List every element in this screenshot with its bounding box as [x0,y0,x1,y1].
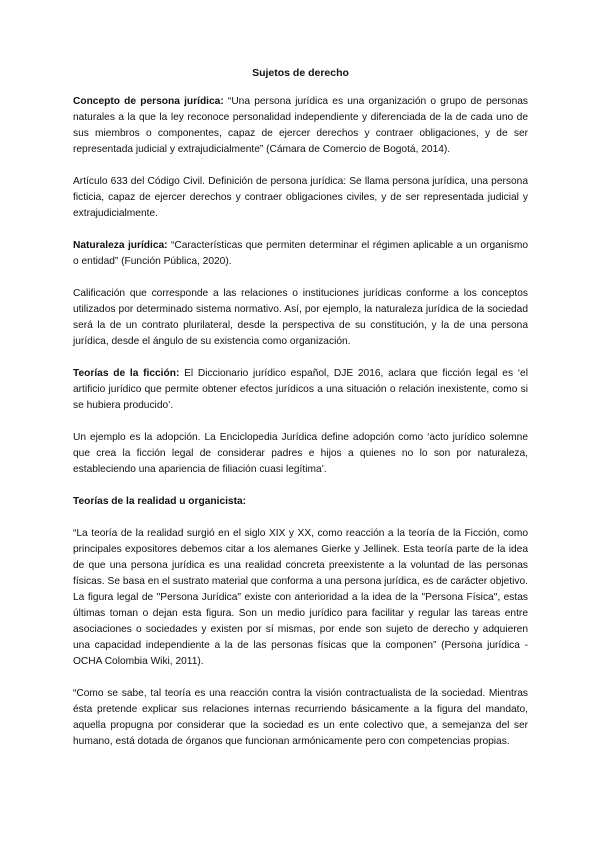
paragraph-articulo-633 [73,174,528,222]
paragraph-teoria-realidad [73,526,528,670]
paragraph-calificacion [73,286,528,350]
paragraph-text: “Como se sabe, tal teoría es una reacción contra la visión contractualista de la sociedad. Mientras ésta pretende explicar sus relaciones internas recurriendo básicamente a la figura del mandato, aquella propugna por considerar que la sociedad es un ente colectivo que, a semejanza del ser humano, está dotada de órganos que funcionan armónicamente pero con competencias propias. [73,688,528,747]
paragraph-label: Naturaleza jurídica: [73,240,168,251]
paragraph-text: El Diccionario jurídico español, DJE 2016, aclara que ficción legal es ‘el artificio jurídico que permite obtener efectos jurídicos a una situación o relación inexistente, como si se hubiera producido’. [73,368,528,411]
paragraph-text: “Características que permiten determinar el régimen aplicable a un organismo o entidad” (Función Pública, 2020). [73,240,528,267]
paragraph-text: “Una persona jurídica es una organización o grupo de personas naturales a la que la ley reconoce personalidad independiente y diferenciada de la de cada uno de sus miembros o componentes, capaz de ejercer derechos y contraer obligaciones, y de ser representada judicial y extrajudicialmente” (Cámara de Comercio de Bogotá, 2014). [73,96,528,155]
paragraph-text: Calificación que corresponde a las relaciones o instituciones jurídicas conforme a los conceptos utilizados por determinado sistema normativo. Así, por ejemplo, la naturaleza jurídica de la sociedad será la de un contrato plurilateral, desde la perspectiva de su constitución, y la de una persona jurídica, desde el ángulo de su existencia como organización. [73,288,528,347]
paragraph-text: Un ejemplo es la adopción. La Enciclopedia Jurídica define adopción como ‘acto jurídico solemne que crea la ficción legal de considerar padres e hijos a quienes no lo son por naturaleza, estableciendo una apariencia de filiación cuasi legítima’. [73,432,528,475]
paragraph-reaccion-contractualista [73,686,528,750]
paragraph-concepto [73,94,528,158]
paragraph-label: Teorías de la realidad u organicista: [73,496,247,507]
paragraph-naturaleza [73,238,528,270]
paragraph-label: Concepto de persona jurídica: [73,96,224,107]
paragraph-text: Artículo 633 del Código Civil. Definición de persona jurídica: Se llama persona jurídica, una persona ficticia, capaz de ejercer derechos y contraer obligaciones civiles, y de ser representada judicial y extrajudicialmente. [73,176,528,219]
paragraph-label: Teorías de la ficción: [73,368,180,379]
paragraph-adopcion [73,430,528,478]
document-title: Sujetos de derecho [252,67,349,79]
paragraph-text: “La teoría de la realidad surgió en el siglo XIX y XX, como reacción a la teoría de la Ficción, como principales expositores debemos citar a los alemanes Gierke y Jellinek. Esta teoría parte de la idea de que una persona jurídica es una realidad concreta preexistente a la voluntad de las personas físicas. Se basa en el sustrato material que conforma a una persona jurídica, es de carácter objetivo. La figura legal de "Persona Jurídica" existe con anterioridad a la idea de la "Persona Física", estas últimas toman o dejan esta figura. Son un medio jurídico para facilitar y regular las tareas entre asociaciones o sociedades y existen por sí mismas, por ende son sujeto de derecho y adquieren una capacidad independiente a la de las personas físicas que la componen” (Persona jurídica - OCHA Colombia Wiki, 2011). [73,528,528,667]
paragraph-teorias-ficcion [73,366,528,414]
paragraph-teorias-realidad-heading [73,494,528,510]
